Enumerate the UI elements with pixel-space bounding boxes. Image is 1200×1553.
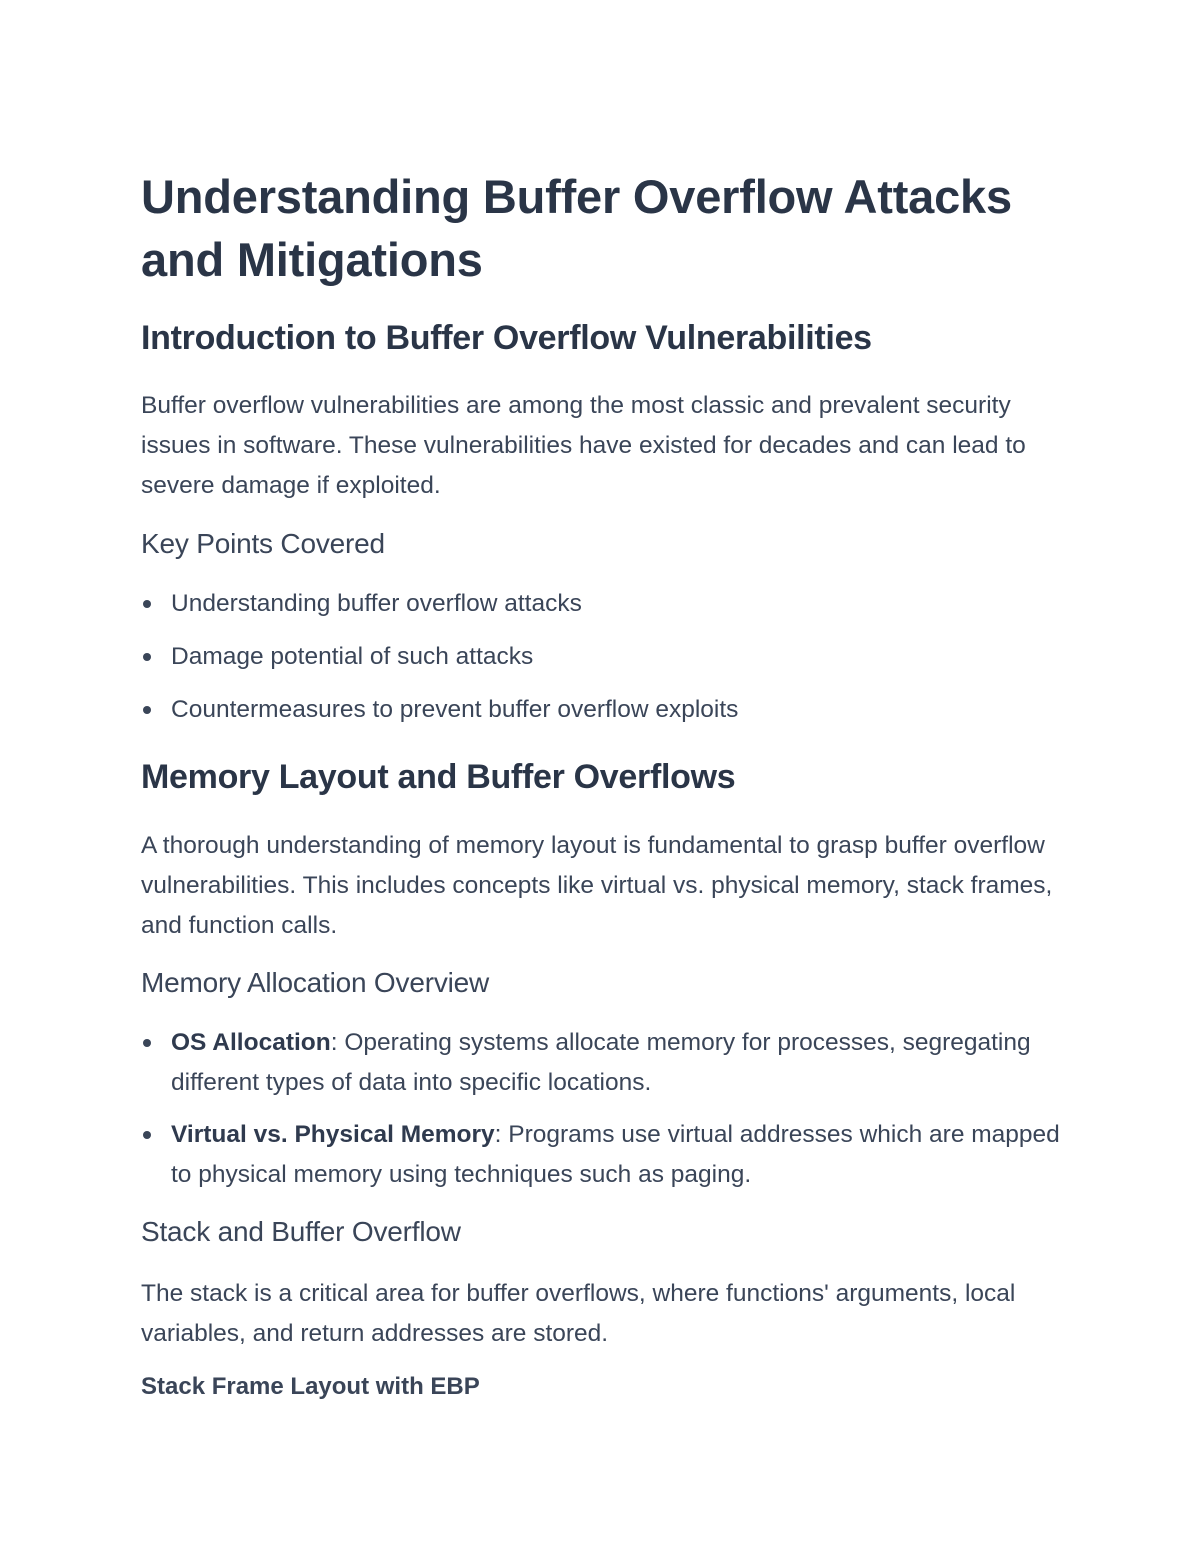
stack-paragraph: The stack is a critical area for buffer overflows, where functions' arguments, local variables, and return addresses are stored. [141,1280,1016,1347]
section-heading-memory-layout: Memory Layout and Buffer Overflows [141,758,736,796]
list-item [141,1023,1061,1103]
subheading-key-points: Key Points Covered [141,528,385,559]
list-item [141,584,1061,624]
list-item-text: Understanding buffer overflow attacks [171,590,582,617]
bullet-icon [143,1131,151,1139]
subsubheading-stack-frame-layout: Stack Frame Layout with EBP [141,1373,480,1400]
list-item-term: Virtual vs. Physical Memory [171,1121,495,1148]
bullet-icon [143,1039,151,1047]
memory-layout-paragraph: A thorough understanding of memory layout is fundamental to grasp buffer overflow vulnerabilities. This includes concepts like virtual vs. physical memory, stack frames, and function calls. [141,832,1053,939]
list-item-text: Countermeasures to prevent buffer overflow exploits [171,696,739,723]
memory-allocation-list [141,1023,1061,1195]
bullet-icon [143,653,151,661]
list-item-text: Damage potential of such attacks [171,643,534,670]
list-item [141,1115,1061,1195]
list-item [141,690,1061,730]
list-item [141,637,1061,677]
intro-paragraph: Buffer overflow vulnerabilities are among the most classic and prevalent security issues in software. These vulnerabilities have existed for decades and can lead to severe damage if exploited. [141,392,1026,499]
list-item-term: OS Allocation [171,1029,331,1056]
list-item-text: : Operating systems allocate memory for processes, segregating different types of data into specific locations. [171,1029,1031,1096]
bullet-icon [143,600,151,608]
subheading-memory-allocation: Memory Allocation Overview [141,967,490,998]
document-title: Understanding Buffer Overflow Attacks and Mitigations [141,170,1012,286]
bullet-icon [143,706,151,714]
list-item-text: : Programs use virtual addresses which are mapped to physical memory using techniques such as paging. [171,1121,1060,1188]
section-heading-introduction: Introduction to Buffer Overflow Vulnerabilities [141,319,872,357]
key-points-list [141,584,1061,730]
subheading-stack-buffer-overflow: Stack and Buffer Overflow [141,1216,461,1247]
